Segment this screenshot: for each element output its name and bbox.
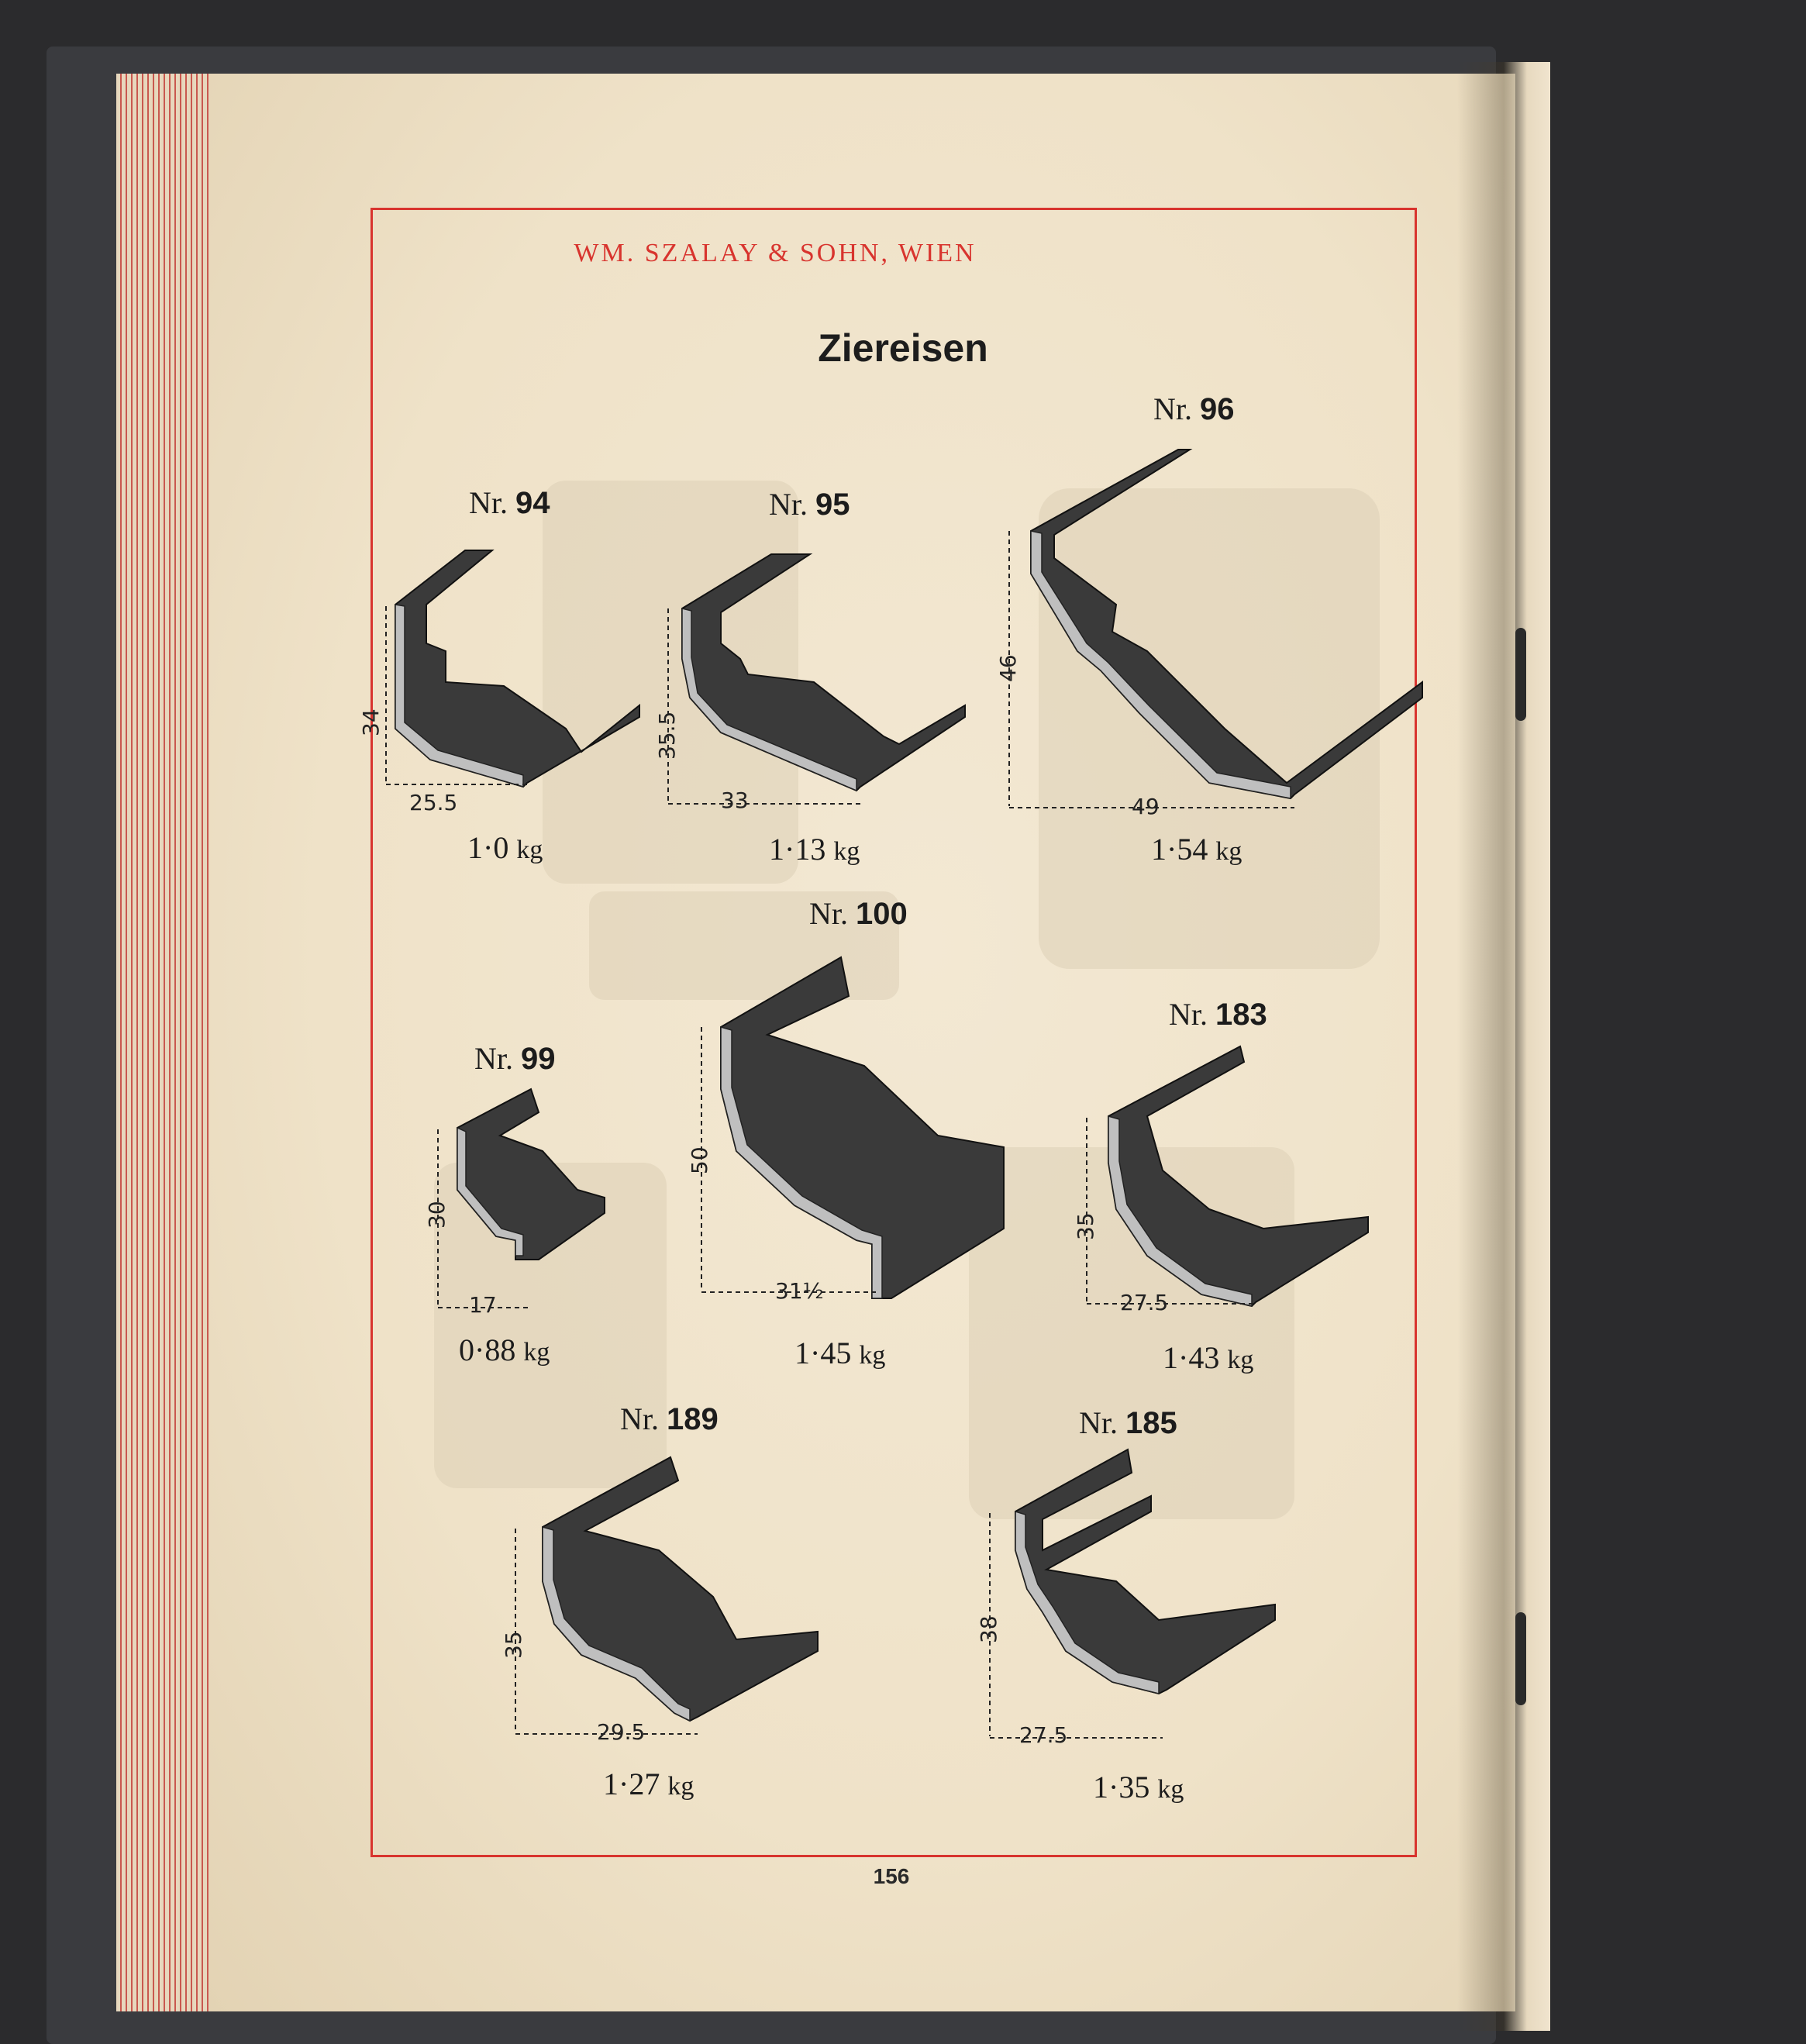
dimension-width-100: 31½ xyxy=(775,1278,824,1304)
profile-drawing-96 xyxy=(984,450,1434,819)
profile-drawing-189 xyxy=(501,1457,829,1745)
item-label-189: Nr. 189 xyxy=(620,1401,719,1436)
dimension-width-94: 25.5 xyxy=(409,790,458,815)
profile-drawing-99 xyxy=(422,1089,616,1318)
profile-drawing-100 xyxy=(687,957,1015,1314)
dimension-height-185: 38 xyxy=(976,1615,1001,1643)
item-label-94: Nr. 94 xyxy=(469,485,550,520)
weight-100: 1·45 kg xyxy=(794,1336,886,1370)
weight-185: 1·35 kg xyxy=(1093,1770,1184,1804)
publisher-header: WM. SZALAY & SOHN, WIEN xyxy=(574,239,977,267)
dimension-height-94: 34 xyxy=(358,708,384,736)
dimension-width-96: 49 xyxy=(1132,794,1160,819)
dimension-height-95: 35.5 xyxy=(654,711,680,760)
profile-drawing-183 xyxy=(1070,1046,1380,1318)
profile-drawing-94 xyxy=(358,504,651,815)
dimension-height-183: 35 xyxy=(1073,1212,1098,1240)
weight-189: 1·27 kg xyxy=(603,1767,694,1801)
item-label-96: Nr. 96 xyxy=(1153,391,1235,426)
item-label-95: Nr. 95 xyxy=(769,487,850,522)
item-label-183: Nr. 183 xyxy=(1169,997,1267,1032)
weight-183: 1·43 kg xyxy=(1163,1340,1254,1375)
page-number: 156 xyxy=(873,1864,910,1888)
dimension-width-185: 27.5 xyxy=(1019,1722,1068,1748)
dimension-width-99: 17 xyxy=(469,1292,497,1318)
weight-99: 0·88 kg xyxy=(459,1332,550,1367)
weight-96: 1·54 kg xyxy=(1151,832,1242,867)
dimension-height-99: 30 xyxy=(424,1201,450,1229)
dimension-width-183: 27.5 xyxy=(1120,1290,1169,1315)
profile-drawing-185 xyxy=(976,1449,1283,1748)
dimension-height-189: 35 xyxy=(501,1631,526,1659)
weight-94: 1·0 kg xyxy=(467,830,543,865)
item-label-99: Nr. 99 xyxy=(474,1041,556,1076)
item-label-100: Nr. 100 xyxy=(809,896,908,931)
page-title: Ziereisen xyxy=(818,326,988,370)
dimension-width-189: 29.5 xyxy=(597,1719,646,1745)
item-label-185: Nr. 185 xyxy=(1079,1405,1177,1440)
dimension-width-95: 33 xyxy=(721,788,749,813)
weight-95: 1·13 kg xyxy=(769,832,860,867)
profile-drawing-95 xyxy=(651,527,977,837)
dimension-height-96: 46 xyxy=(995,654,1021,682)
dimension-height-100: 50 xyxy=(687,1146,712,1174)
